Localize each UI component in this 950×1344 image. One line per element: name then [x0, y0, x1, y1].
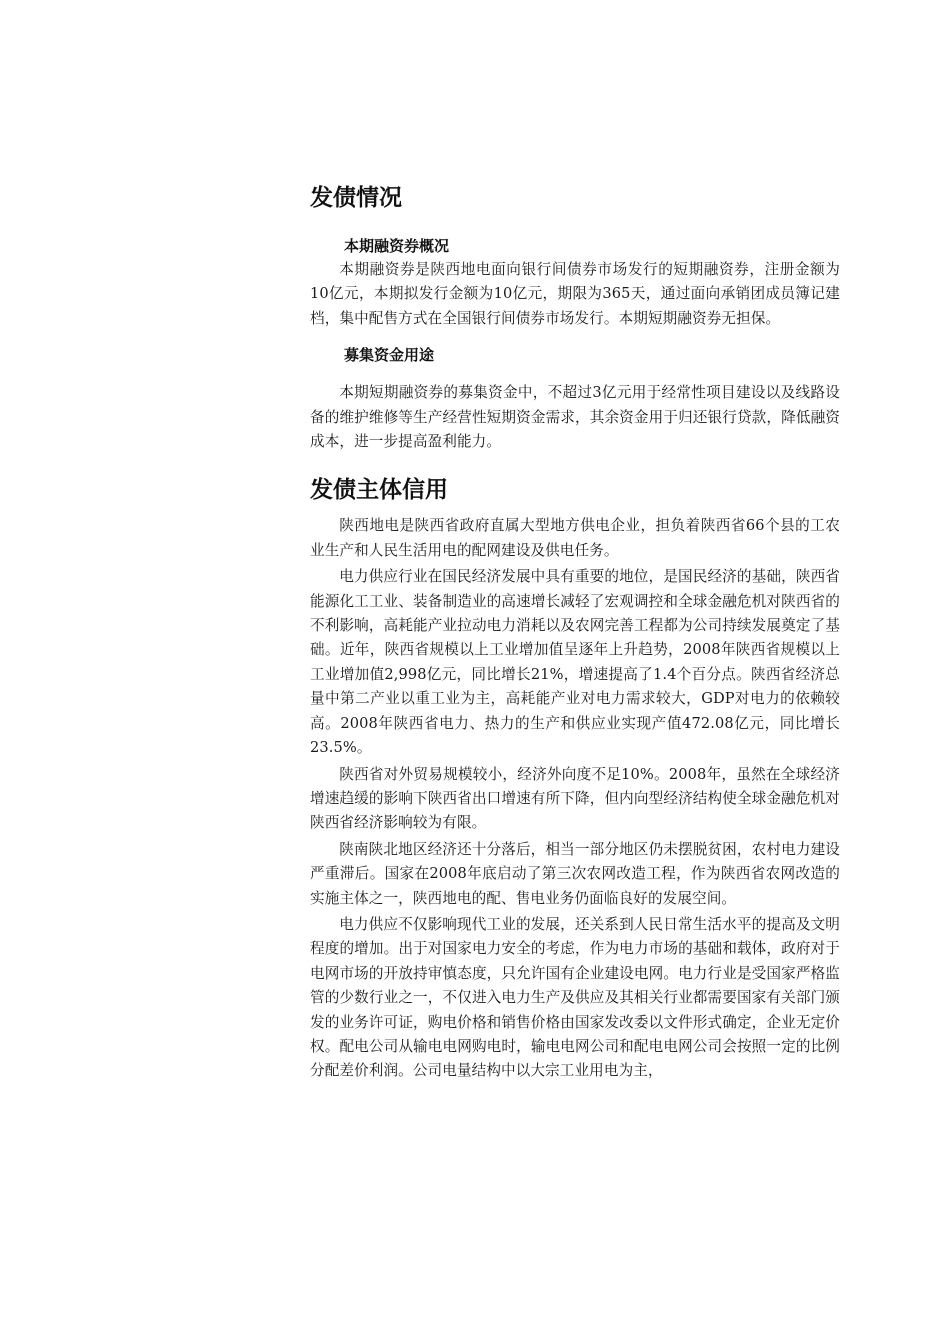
spacer [310, 454, 840, 470]
paragraph-issuer-1: 陕西地电是陕西省政府直属大型地方供电企业，担负着陕西省66个县的工农业生产和人民生活用电的配网建设及供电任务。 [310, 517, 840, 559]
paragraph-fund-use: 本期短期融资券的募集资金中，不超过3亿元用于经常性项目建设以及线路设备的维护维修等生产经营性短期资金需求，其余资金用于归还银行贷款，降低融资成本，进一步提高盈利能力。 [310, 384, 840, 451]
section-title-issuance: 发债情况 [310, 185, 402, 211]
paragraph-issuer-5: 电力供应不仅影响现代工业的发展，还关系到人民日常生活水平的提高及文明程度的增加。出于对国家电力安全的考虑，作为电力市场的基础和载体，政府对于电网市场的开放持审慎态度，只允许国有企业建设电网。电力行业是受国家严格监管的少数行业之一，不仅进入电力生产及供应及其相关行业都需要国家有关部门颁发的业务许可证，购电价格和销售价格由国家发改委以文件形式确定，企业无定价权。配电公司从输电电网购电时，输电电网公司和配电电网公司会按照一定的比例分配差价利润。公司电量结构中以大宗工业用电为主， [310, 915, 840, 1080]
subsection-heading-overview: 本期融资券概况 [344, 237, 450, 255]
spacer [310, 331, 840, 345]
section-title-issuer-credit: 发债主体信用 [310, 477, 448, 504]
paragraph-issuer-3: 陕西省对外贸易规模较小，经济外向度不足10%。2008年，虽然在全球经济增速趋缓的影响下陕西省出口增速有所下降，但内向型经济结构使全球金融危机对陕西省经济影响较为有限。 [310, 765, 840, 832]
paragraph-issuer-2: 电力供应行业在国民经济发展中具有重要的地位，是国民经济的基础，陕西省能源化工工业、装备制造业的高速增长减轻了宏观调控和全球金融危机对陕西省的不利影响，高耗能产业拉动电力消耗以及农网完善工程都为公司持续发展奠定了基础。近年，陕西省规模以上工业增加值呈逐年上升趋势，2008年陕西省规模以上工业增加值2,998亿元，同比增长21%，增速提高了1.4个百分点。陕西省经济总量中第二产业以重工业为主，高耗能产业对电力需求较大，GDP对电力的依赖较高。2008年陕西省电力、热力的生产和供应业实现产值472.08亿元，同比增长23.5%。 [310, 568, 840, 757]
paragraph-overview: 本期融资券是陕西地电面向银行间债券市场发行的短期融资券，注册金额为10亿元，本期拟发行金额为10亿元，期限为365天，通过面向承销团成员簿记建档，集中配售方式在全国银行间债券市场发行。本期短期融资券无担保。 [310, 261, 840, 327]
document-body [310, 178, 840, 1084]
subsection-heading-fund-use: 募集资金用途 [344, 346, 435, 365]
paragraph-issuer-4: 陕南陕北地区经济还十分落后，相当一部分地区仍未摆脱贫困，农村电力建设严重滞后。国家在2008年底启动了第三次农网改造工程，作为陕西省农网改造的实施主体之一，陕西地电的配、售电业务仍面临良好的发展空间。 [310, 840, 840, 907]
